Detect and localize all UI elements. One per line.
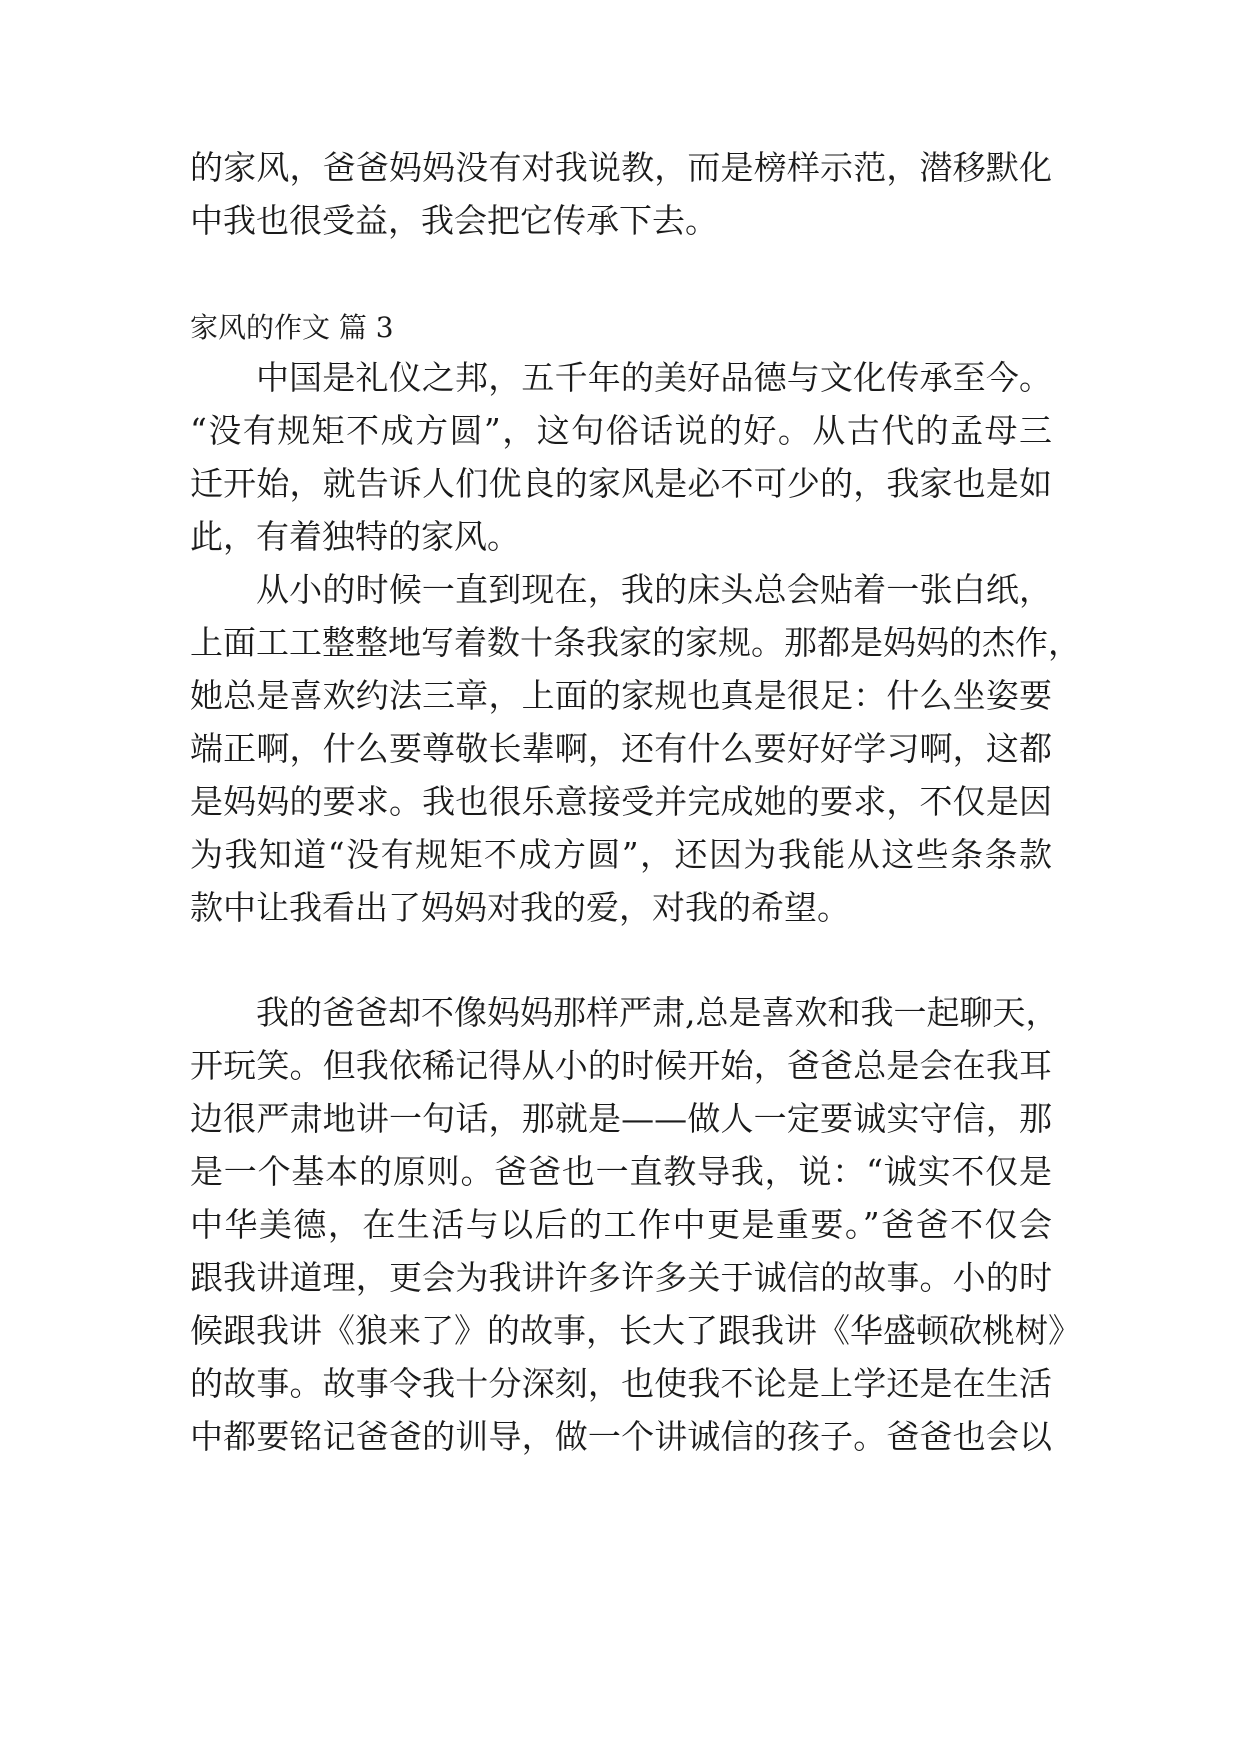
section-heading: 家风的作文 篇 3 (190, 311, 394, 344)
paragraph3-line-1: 我的爸爸却不像妈妈那样严肃,总是喜欢和我一起聊天， (256, 993, 1059, 1032)
paragraph1-line-3: 迁开始，就告诉人们优良的家风是必不可少的，我家也是如 (190, 464, 1052, 503)
paragraph2-line-5: 是妈妈的要求。我也很乐意接受并完成她的要求，不仅是因 (190, 782, 1052, 821)
paragraph2-line-6: 为我知道“没有规矩不成方圆”，还因为我能从这些条条款 (190, 835, 1052, 874)
paragraph3-line-4: 是一个基本的原则。爸爸也一直教导我，说：“诚实不仅是 (190, 1152, 1052, 1191)
paragraph2-line-7: 款中让我看出了妈妈对我的爱，对我的希望。 (190, 888, 850, 927)
paragraph2-line-1: 从小的时候一直到现在，我的床头总会贴着一张白纸， (256, 570, 1052, 609)
paragraph3-line-6: 跟我讲道理，更会为我讲许多许多关于诚信的故事。小的时 (190, 1258, 1052, 1297)
paragraph2-line-2: 上面工工整整地写着数十条我家的家规。那都是妈妈的杰作， (190, 623, 1081, 662)
paragraph3-line-9: 中都要铭记爸爸的训导，做一个讲诚信的孩子。爸爸也会以 (190, 1417, 1052, 1456)
paragraph3-line-3: 边很严肃地讲一句话，那就是——做人一定要诚实守信，那 (190, 1099, 1052, 1138)
paragraph2-line-4: 端正啊，什么要尊敬长辈啊，还有什么要好好学习啊，这都 (190, 729, 1052, 768)
intro-line-1: 的家风，爸爸妈妈没有对我说教，而是榜样示范，潜移默化 (190, 148, 1052, 187)
paragraph1-line-2: “没有规矩不成方圆”，这句俗话说的好。从古代的孟母三 (190, 411, 1052, 450)
paragraph1-line-1: 中国是礼仪之邦，五千年的美好品德与文化传承至今。 (256, 358, 1052, 397)
paragraph3-line-8: 的故事。故事令我十分深刻，也使我不论是上学还是在生活 (190, 1364, 1052, 1403)
paragraph3-line-5: 中华美德，在生活与以后的工作中更是重要。”爸爸不仅会 (190, 1205, 1052, 1244)
paragraph2-line-3: 她总是喜欢约法三章，上面的家规也真是很足：什么坐姿要 (190, 676, 1052, 715)
paragraph1-line-4: 此，有着独特的家风。 (190, 517, 520, 556)
paragraph3-line-7: 候跟我讲《狼来了》的故事，长大了跟我讲《华盛顿砍桃树》 (190, 1311, 1081, 1350)
intro-line-2: 中我也很受益，我会把它传承下去。 (190, 201, 718, 240)
paragraph3-line-2: 开玩笑。但我依稀记得从小的时候开始，爸爸总是会在我耳 (190, 1046, 1052, 1085)
